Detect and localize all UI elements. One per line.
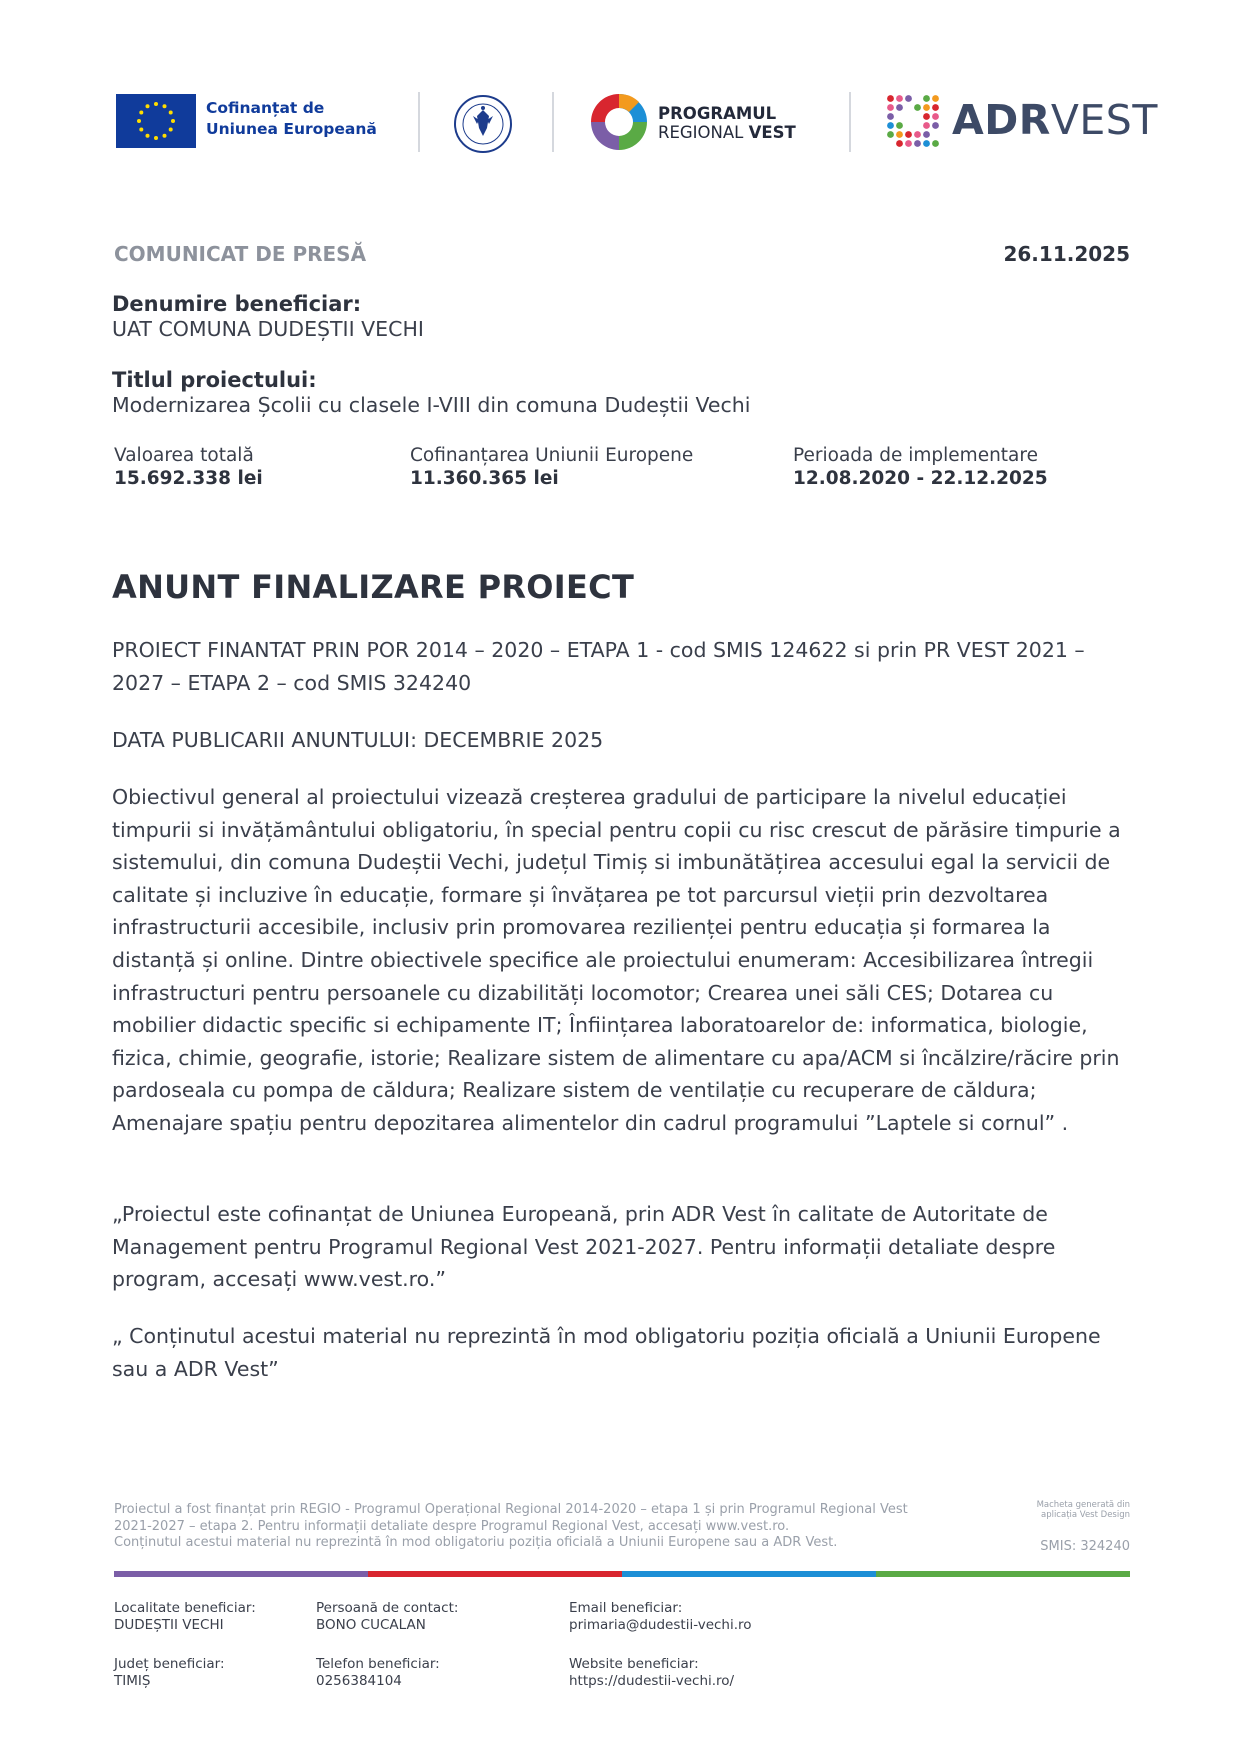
program-line-2 [658,123,796,142]
body-paragraph-funding: PROIECT FINANTAT PRIN POR 2014 – 2020 – ETAPA 1 - cod SMIS 124622 si prin PR VEST 2021 – 2027 – ETAPA 2 – cod SMIS 324240 [112,638,1085,695]
project-title-value: Modernizarea Școlii cu clasele I-VIII din comuna Dudeștii Vechi [112,393,751,417]
contact-email [569,1600,752,1634]
template-credit-line: Macheta generată din [1036,1500,1130,1510]
color-bar-segment [622,1571,876,1577]
contact-label: Localitate beneficiar: [114,1600,256,1616]
announcement-headline: ANUNT FINALIZARE PROIECT [112,568,635,606]
summary-label: Cofinanțarea Uniunii Europene [410,445,694,466]
press-release-label: COMUNICAT DE PRESĂ [114,242,367,266]
contact-value: TIMIȘ [114,1673,151,1689]
program-line-2-bold: VEST [748,123,796,142]
summary-value: 12.08.2020 - 22.12.2025 [793,468,1048,489]
contact-value: DUDEȘTII VECHI [114,1617,224,1633]
body-paragraph-cofinancing: „Proiectul este cofinanțat de Uniunea Europeană, prin ADR Vest în calitate de Autoritate de Management pentru Programul Regional Vest 2021-2027. Pentru informații detaliate despre program, accesați www.vest.ro.” [112,1202,1056,1292]
body-paragraph-disclaimer: „ Conținutul acestui material nu reprezintă în mod obligatoriu poziția oficială a Uniunii Europene sau a ADR Vest” [112,1324,1101,1381]
eu-flag-icon [116,94,196,148]
contact-person [316,1600,458,1634]
contact-value[interactable]: https://dudestii-vechi.ro/ [569,1673,735,1689]
programul-regional-vest-logo-icon [589,92,649,152]
contact-label: Website beneficiar: [569,1656,699,1672]
contact-locality [114,1600,256,1634]
summary-eu-cofinancing [410,444,693,490]
footer-note-line: Conținutul acestui material nu reprezintă în mod obligatoriu poziția oficială a Uniunii Europene sau a ADR Vest. [114,1535,838,1550]
eu-line-1: Cofinanțat de [206,99,325,117]
footer-template-credit [1020,1500,1130,1520]
contact-label: Județ beneficiar: [114,1656,225,1672]
footer-funding-note [114,1502,994,1552]
contact-label: Email beneficiar: [569,1600,683,1616]
government-seal-icon [453,94,513,154]
adr-light: VEST [1050,96,1158,144]
summary-total-value [114,444,263,490]
eu-line-2: Uniunea Europeană [206,120,377,138]
contact-value[interactable]: primaria@dudestii-vechi.ro [569,1617,752,1633]
contact-label: Persoană de contact: [316,1600,459,1616]
contact-label: Telefon beneficiar: [316,1656,440,1672]
project-title-label: Titlul proiectului: [112,368,317,392]
logo-divider [849,92,851,152]
contact-value: 0256384104 [316,1673,402,1689]
adr-bold: ADR [952,96,1051,144]
program-line-2-regular: REGIONAL [658,123,749,142]
summary-value: 15.692.338 lei [114,468,263,489]
contact-county [114,1656,225,1690]
footer-color-bar [114,1571,1130,1577]
footer-note-line: 2021-2027 – etapa 2. Pentru informații detaliate despre Programul Regional Vest, accesați www.vest.ro. [114,1518,790,1534]
body-paragraph-date: DATA PUBLICARII ANUNTULUI: DECEMBRIE 2025 [112,728,604,752]
beneficiary-label: Denumire beneficiar: [112,292,362,316]
adr-vest-dots-icon [886,94,940,148]
footer-note-line: Proiectul a fost finanțat prin REGIO - Programul Operațional Regional 2014-2020 – etapa 1 și prin Programul Regional Vest [114,1502,908,1517]
eu-cofinanced-text [206,98,377,140]
beneficiary-value: UAT COMUNA DUDEȘTII VECHI [112,317,424,341]
footer-smis-code: SMIS: 324240 [1040,1539,1130,1554]
contact-value: BONO CUCALAN [316,1617,426,1633]
summary-value: 11.360.365 lei [410,468,559,489]
logo-divider [418,92,420,152]
logo-divider [552,92,554,152]
programul-regional-vest-text [658,104,796,142]
color-bar-segment [368,1571,622,1577]
summary-implementation-period [793,444,1048,490]
press-release-date: 26.11.2025 [1003,242,1130,266]
template-credit-line: aplicația Vest Design [1040,1510,1130,1520]
contact-phone [316,1656,440,1690]
logo-bar [116,88,1158,156]
contact-website [569,1656,734,1690]
summary-label: Valoarea totală [114,445,254,466]
program-line-1: PROGRAMUL [658,104,777,123]
color-bar-segment [876,1571,1130,1577]
adr-vest-wordmark [952,94,1158,146]
color-bar-segment [114,1571,368,1577]
summary-label: Perioada de implementare [793,445,1038,466]
body-paragraph-objectives: Obiectivul general al proiectului vizează creșterea gradului de participare la nivelul educației timpurii si invățământului obligatoriu, în special pentru copii cu risc crescut de părăsire timpurie a sistemului, din comuna Dudeștii Vechi, județul Timiș si imbunătățirea accesului egal la servicii de calitate și incluzive în educație, formare și învățarea pe tot parcursul vieții prin dezvoltarea infrastructurii accesibile, inclusiv prin promovarea rezilienței pentru educația și formarea la distanță și online. Dintre obiectivele specifice ale proiectului enumeram: Accesibilizarea întregii infrastructuri pentru persoanele cu dizabilități locomotor; Crearea unei săli CES; Dotarea cu mobilier didactic specific si echipamente IT; Înființarea laboratoarelor de: informatica, biologie, fizica, chimie, geografie, istorie; Realizare sistem de alimentare cu apa/ACM si încălzire/răcire prin pardoseala cu pompa de căldura; Realizare sistem de ventilație cu recuperare de căldura; Amenajare spațiu pentru depozitarea alimentelor din cadrul programului ”Laptele si cornul” . [112,785,1121,1135]
